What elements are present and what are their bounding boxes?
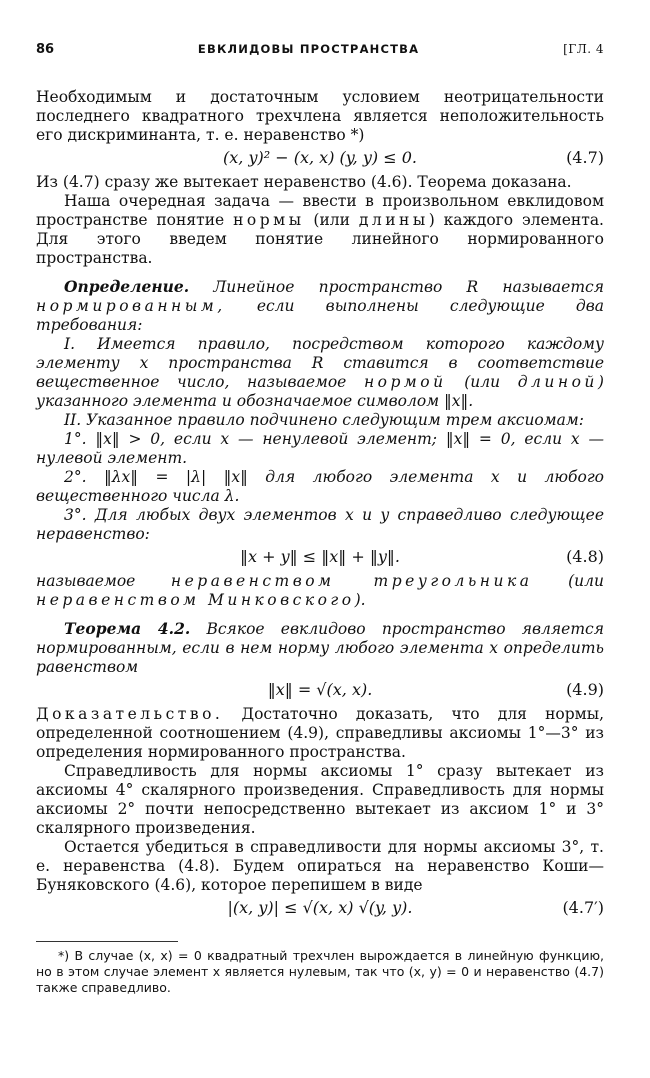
running-title: ЕВКЛИДОВЫ ПРОСТРАНСТВА <box>197 42 420 56</box>
proof-label: Доказательство. <box>36 705 224 723</box>
footnote-divider <box>36 941 178 942</box>
equation-tag: (4.9) <box>566 680 604 699</box>
axiom-1: 1°. ‖x‖ > 0, если x — ненулевой элемент; ‖x‖ = 0, если x — нулевой элемент. <box>36 430 604 467</box>
axiom-3: 3°. Для любых двух элементов x и y справедливо следующее неравенство: <box>36 506 604 543</box>
requirement-1: I. Имеется правило, посредством которого каждому элементу x пространства R ставится в соответствие вещественное число, называемое нормой (или длиной) указанного элемента и обозначаемое символом ‖x‖. <box>36 335 604 410</box>
triangle-inequality-name: называемое неравенством треугольника (или неравенством Минковского). <box>36 572 604 609</box>
equation-body: |(x, y)| ≤ √(x, x) √(y, y). <box>227 898 413 917</box>
paragraph-remaining: Остается убедиться в справедливости для нормы аксиомы 3°, т. е. неравенства (4.8). Будем опираться на неравенство Коши—Буняковского (4.6), которое перепишем в виде <box>36 838 604 894</box>
chapter-label: [ГЛ. 4 <box>563 42 604 56</box>
theorem-label: Теорема 4.2. <box>64 619 191 638</box>
footnote: *) В случае (x, x) = 0 квадратный трехчлен вырождается в линейную функцию, но в этом случае элемент x является нулевым, так что (x, y) = 0 и неравенство (4.7) также справедливо. <box>36 948 604 995</box>
equation-tag: (4.7) <box>566 148 604 167</box>
equation-4-7 <box>36 146 604 170</box>
term-length: длины <box>358 211 429 229</box>
equation-body: ‖x + y‖ ≤ ‖x‖ + ‖y‖. <box>240 547 400 566</box>
book-page <box>36 42 604 996</box>
term-normed: нормированным, <box>36 297 226 315</box>
page-number: 86 <box>36 42 55 57</box>
equation-body: ‖x‖ = √(x, x). <box>267 680 373 699</box>
equation-tag: (4.8) <box>566 547 604 566</box>
equation-4-8 <box>36 545 604 569</box>
paragraph-justification: Справедливость для нормы аксиомы 1° сразу вытекает из аксиомы 4° скалярного произведения. Справедливость для нормы аксиомы 2° почти непосредственно вытекает из аксиом 1° и 3° скалярного произведения. <box>36 762 604 837</box>
equation-tag: (4.7′) <box>562 898 604 917</box>
proof: Доказательство. Достаточно доказать, что для нормы, определенной соотношением (4.9), справедливы аксиомы 1°—3° из определения нормированного пространства. <box>36 705 604 761</box>
equation-4-7-prime <box>36 896 604 920</box>
paragraph-conclusion: Из (4.7) сразу же вытекает неравенство (4.6). Теорема доказана. <box>36 173 572 191</box>
equation-4-9 <box>36 678 604 702</box>
definition-label: Определение. <box>64 277 190 296</box>
page-header <box>36 42 604 64</box>
axiom-2: 2°. ‖λx‖ = |λ| ‖x‖ для любого элемента x и любого вещественного числа λ. <box>36 468 604 505</box>
term-norm: нормы <box>233 211 305 229</box>
theorem-4-2: Теорема 4.2. Всякое евклидово пространство является нормированным, если в нем норму любого элемента x определить равенством <box>36 619 604 676</box>
paragraph-discriminant: Необходимым и достаточным условием неотрицательности последнего квадратного трехчлена является неположительность его дискриминанта, т. е. неравенство *) <box>36 88 604 144</box>
equation-body: (x, y)² − (x, x) (y, y) ≤ 0. <box>223 148 417 167</box>
requirement-2: II. Указанное правило подчинено следующим трем аксиомам: <box>64 411 584 429</box>
paragraph-norm-intro: Наша очередная задача — ввести в произвольном евклидовом пространстве понятие нормы (или длины) каждого элемента. Для этого введем понятие линейного нормированного пространства. <box>36 192 604 267</box>
definition: Определение. Линейное пространство R называется нормированным, если выполнены следующие два требования: <box>36 277 604 334</box>
